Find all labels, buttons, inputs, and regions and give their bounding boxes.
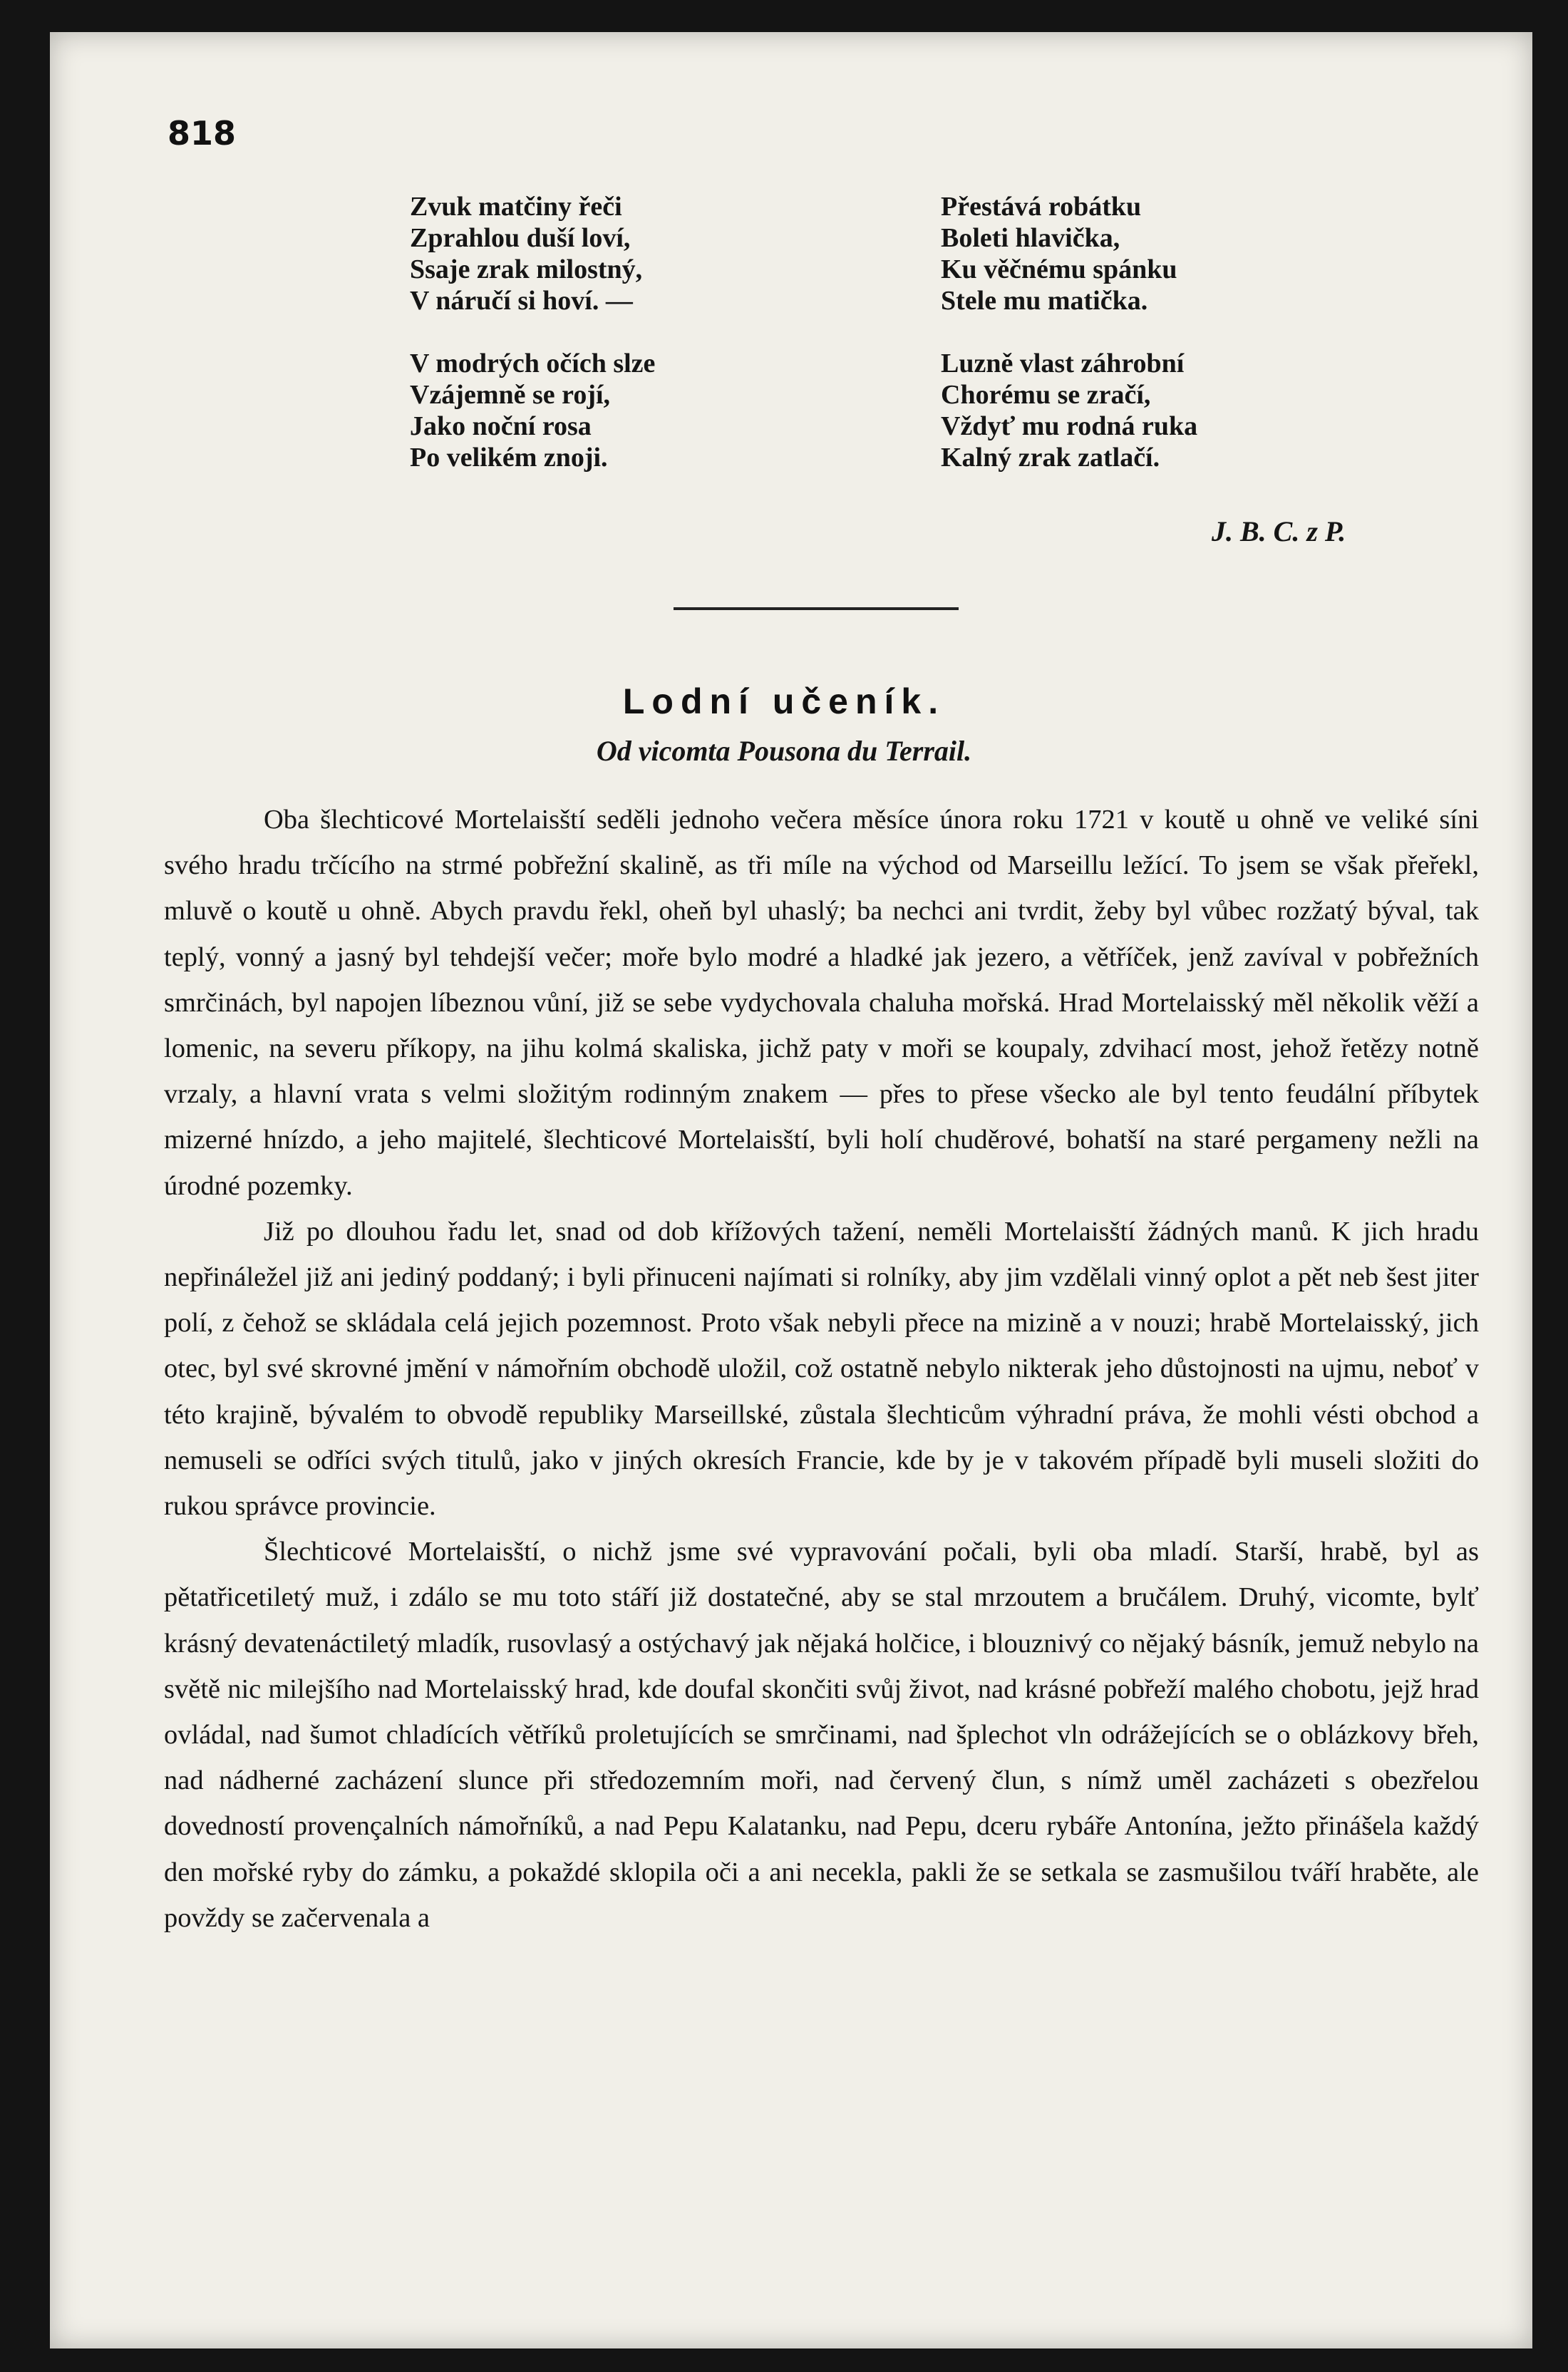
article-paragraph: Již po dlouhou řadu let, snad od dob křížových tažení, neměli Mortelaisští žádných manů. K jich hradu nepřináležel již ani jediný poddaný; i byli přinuceni najímati si rolníky, aby jim vzdělali vinný oplot a pět neb šest jiter polí, z čehož se skládala celá jejich pozemnost. Proto však nebyli přece na mizině a v nouzi; hrabě Mortelaisský, jich otec, byl své skrovné jmění v námořním obchodě uložil, což ostatně nebylo nikterak jeho důstojnosti na ujmu, neboť v této krajině, bývalém to obvodě republiky Marseillské, zůstala šlechticům výhradní práva, že mohli vésti obchod a nemuseli se odříci svých titulů, jako v jiných okresích Francie, kde by je v takovém případě byli museli složiti do rukou správce provincie. — [164, 1216, 1479, 1522]
article-body — [164, 797, 1479, 1941]
poem-signature: J. B. C. z P. — [1212, 515, 1346, 547]
section-divider — [674, 607, 959, 610]
poem-line: Zvuk matčiny řeči — [410, 192, 622, 222]
article-title: Lodní učeník. — [622, 681, 946, 721]
poem-right-column — [941, 191, 1197, 505]
poem-line: Ku věčnému spánku — [941, 254, 1177, 284]
poem-line: Zprahlou duší loví, — [410, 223, 631, 253]
poem-stanza — [941, 191, 1197, 316]
article-byline: Od vicomta Pousona du Terrail. — [596, 735, 972, 767]
page-number: 818 — [167, 114, 237, 153]
poem-line: Kalný zrak zatlačí. — [941, 443, 1160, 473]
article-paragraph: Oba šlechticové Mortelaisští seděli jednoho večera měsíce února roku 1721 v koutě u ohně ve veliké síni svého hradu trčícího na strmé pobřežní skalině, as tři míle na východ od Marseillu ležící. To jsem se však přeřekl, mluvě o koutě u ohně. Abych pravdu řekl, oheň byl uhaslý; ba nechci ani tvrdit, žeby byl vůbec rozžatý býval, tak teplý, vonný a jasný byl tehdejší večer; moře bylo modré a hladké jak jezero, a větříček, jenž zavíval v pobřežních smrčinách, byl napojen líbeznou vůní, již se sebe vydychovala chaluha mořská. Hrad Mortelaisský měl několik věží a lomenic, na severu příkopy, na jihu kolmá skaliska, jichž paty v moři se koupaly, zdvihací most, jehož řetězy notně vrzaly, a hlavní vrata s velmi složitým rodinným znakem — přes to přese všecko ale byl tento feudální příbytek mizerné hnízdo, a jeho majitelé, šlechticové Mortelaisští, byli holí chuděrové, bohatší na staré pergameny nežli na úrodné pozemky. — [164, 805, 1479, 1201]
poem-line: Vzájemně se rojí, — [410, 380, 611, 410]
poem-line: Jako noční rosa — [410, 411, 592, 441]
poem-stanza — [410, 348, 655, 473]
poem-stanza — [410, 191, 655, 316]
poem-line: Vždyť mu rodná ruka — [941, 411, 1198, 441]
poem-line: V modrých očích slze — [410, 349, 656, 378]
poem-line: Boleti hlavička, — [941, 223, 1120, 253]
poem-line: Stele mu matička. — [941, 286, 1148, 316]
poem-line: Luzně vlast záhrobní — [941, 349, 1185, 378]
poem-line: V náručí si hoví. — — [410, 286, 633, 316]
poem-line: Ssaje zrak milostný, — [410, 254, 643, 284]
poem-stanza — [941, 348, 1197, 473]
article-paragraph: Šlechticové Mortelaisští, o nichž jsme své vypravování počali, byli oba mladí. Starší, hrabě, byl as pětatřicetiletý muž, i zdálo se mu toto stáří již dostatečné, aby se stal mrzoutem a bručálem. Druhý, vicomte, bylť krásný devatenáctiletý mladík, rusovlasý a ostýchavý jak nějaká holčice, i blouznivý co nějaký básník, jemuž nebylo na světě nic milejšího nad Mortelaisský hrad, kde doufal skončiti svůj život, nad krásné pobřeží malého chobotu, jejž hrad ovládal, nad šumot chladících větříků proletujících se smrčinami, nad šplechot vln odrážejících se o oblázkovy břeh, nad nádherné zacházení slunce při středozemním moři, nad červený člun, s nímž uměl zacházeti s obezřelou dovedností provençalních námořníků, a nad Pepu Kalatanku, nad Pepu, dceru rybáře Antonína, ježto přinášela každý den mořské ryby do zámku, a pokaždé sklopila oči a ani necekla, pakli že se setkala se zasmušilou tváří hraběte, ale povždy se začervenala a — [164, 1537, 1479, 1933]
poem-line: Přestává robátku — [941, 192, 1142, 222]
poem-line: Chorému se zračí, — [941, 380, 1151, 410]
poem-left-column — [410, 191, 655, 505]
poem-line: Po velikém znoji. — [410, 443, 608, 473]
